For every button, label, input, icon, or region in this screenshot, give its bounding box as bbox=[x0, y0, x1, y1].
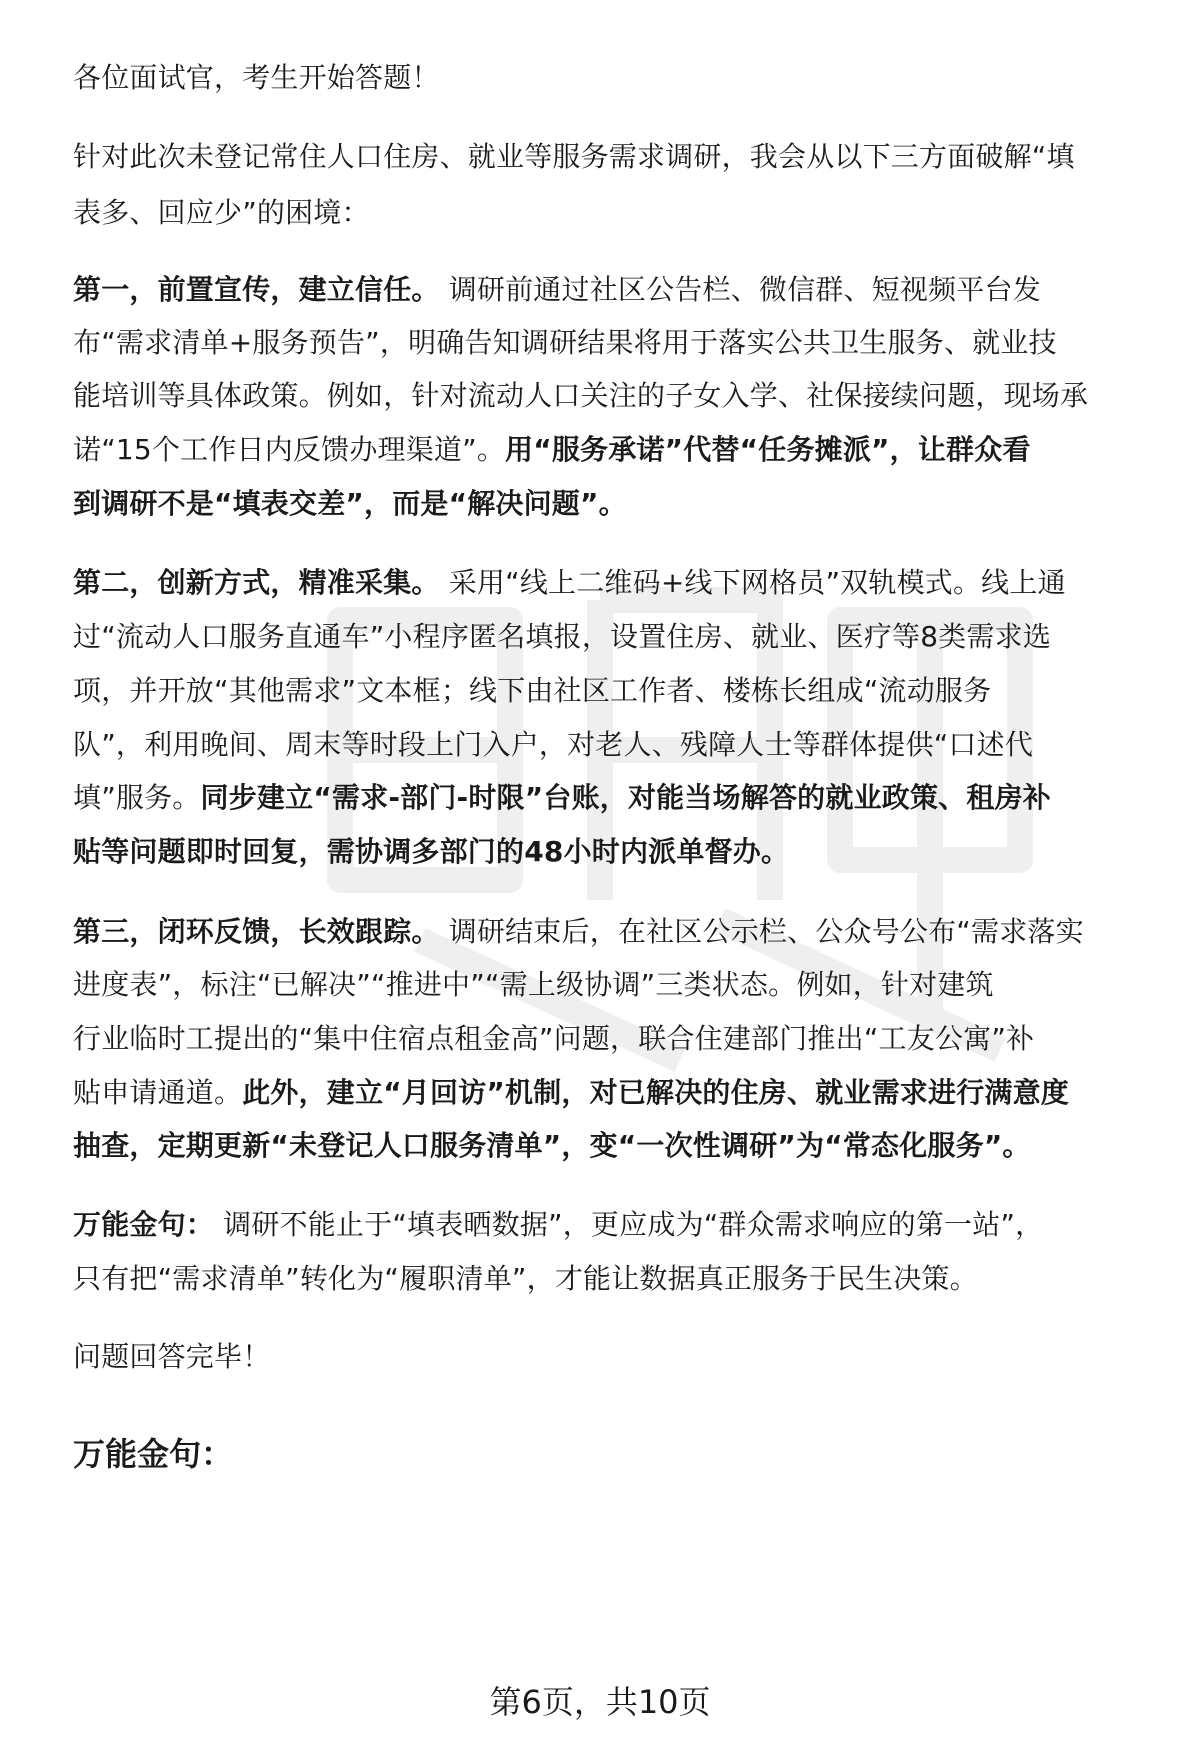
section-2-emphasis: 同步建立“需求-部门-时限”台账，对能当场解答的就业政策、租房补 bbox=[200, 781, 1051, 814]
section-2-text-normal: 填”服务。 bbox=[73, 781, 201, 814]
section-1-title: 第一，前置宣传，建立信任。 bbox=[73, 273, 440, 306]
section-3-title: 第三，闭环反馈，长效跟踪。 bbox=[73, 915, 440, 948]
section-1-text: 调研前通过社区公告栏、微信群、短视频平台发 bbox=[439, 273, 1041, 306]
section-2-line-5 bbox=[73, 778, 1051, 818]
section-3-line-1 bbox=[73, 912, 1084, 952]
golden-line-1 bbox=[73, 1205, 1043, 1245]
section-2-text: 采用“线上二维码+线下网格员”双轨模式。线上通 bbox=[439, 566, 1066, 599]
golden-line-2: 只有把“需求清单”转化为“履职清单”，才能让数据真正服务于民生决策。 bbox=[73, 1262, 978, 1295]
section-1-line-5: 到调研不是“填表交差”，而是“解决问题”。 bbox=[73, 487, 627, 520]
section-2-line-2: 过“流动人口服务直通车”小程序匿名填报，设置住房、就业、医疗等8类需求选 bbox=[73, 620, 1052, 653]
section-1-line-2: 布“需求清单+服务预告”，明确告知调研结果将用于落实公共卫生服务、就业技 bbox=[73, 326, 1057, 359]
intro-line-1: 针对此次未登记常住人口住房、就业等服务需求调研，我会从以下三方面破解“填 bbox=[73, 140, 1075, 173]
section-1-line-1 bbox=[73, 270, 1041, 310]
section-3-text: 调研结束后，在社区公示栏、公众号公布“需求落实 bbox=[439, 915, 1084, 948]
page-indicator: 第6页，共10页 bbox=[489, 1683, 711, 1721]
section-3-line-2: 进度表”，标注“已解决”“推进中”“需上级协调”三类状态。例如，针对建筑 bbox=[73, 968, 994, 1001]
section-3-line-3: 行业临时工提出的“集中住宿点租金高”问题，联合住建部门推出“工友公寓”补 bbox=[73, 1022, 1035, 1055]
section-1-line-4 bbox=[73, 430, 1031, 470]
bottom-heading: 万能金句： bbox=[73, 1435, 234, 1473]
section-1-line-3: 能培训等具体政策。例如，针对流动人口关注的子女入学、社保接续问题，现场承 bbox=[73, 379, 1089, 412]
golden-label: 万能金句： bbox=[73, 1208, 215, 1241]
section-2-line-3: 项，并开放“其他需求”文本框；线下由社区工作者、楼栋长组成“流动服务 bbox=[73, 674, 992, 707]
intro-line-2: 表多、回应少”的困境： bbox=[73, 196, 370, 229]
golden-text: 调研不能止于“填表晒数据”，更应成为“群众需求响应的第一站”， bbox=[214, 1208, 1044, 1241]
opening-line: 各位面试官，考生开始答题！ bbox=[73, 61, 440, 94]
section-3-line-5: 抽查，定期更新“未登记人口服务清单”，变“一次性调研”为“常态化服务”。 bbox=[73, 1129, 1031, 1162]
section-1-text-normal: 诺“15个工作日内反馈办理渠道”。 bbox=[73, 433, 506, 466]
closing-line: 问题回答完毕！ bbox=[73, 1340, 271, 1373]
section-1-emphasis: 用“服务承诺”代替“任务摊派”，让群众看 bbox=[505, 433, 1031, 466]
section-3-emphasis: 此外，建立“月回访”机制，对已解决的住房、就业需求进行满意度 bbox=[242, 1076, 1070, 1109]
section-3-text-normal: 贴申请通道。 bbox=[73, 1076, 243, 1109]
section-3-line-4 bbox=[73, 1073, 1069, 1113]
section-2-line-6: 贴等问题即时回复，需协调多部门的48小时内派单督办。 bbox=[73, 835, 790, 868]
section-2-title: 第二，创新方式，精准采集。 bbox=[73, 566, 440, 599]
section-2-line-4: 队”，利用晚间、周末等时段上门入户，对老人、残障人士等群体提供“口述代 bbox=[73, 728, 1034, 761]
section-2-line-1 bbox=[73, 563, 1066, 603]
